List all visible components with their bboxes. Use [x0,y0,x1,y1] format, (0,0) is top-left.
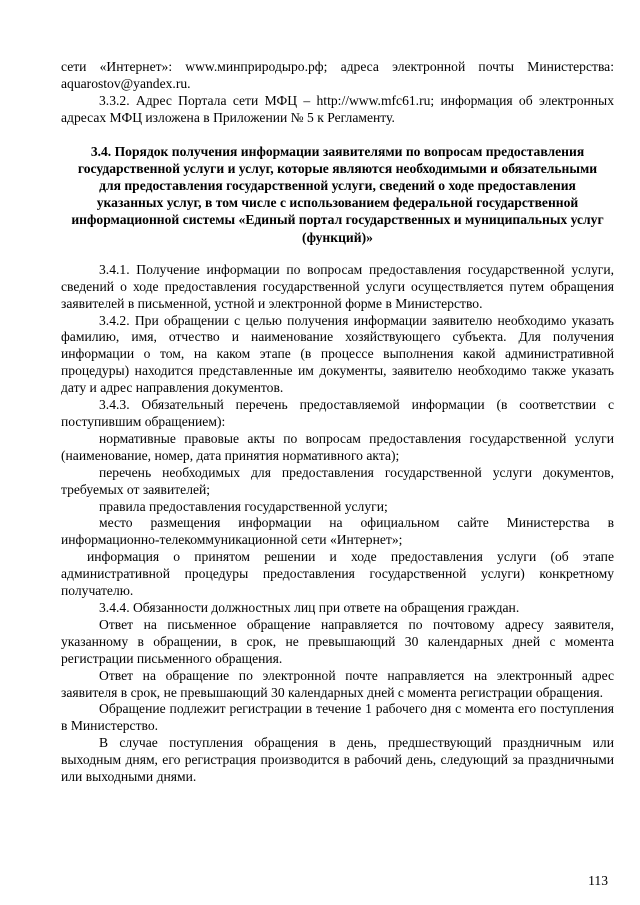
page-number: 113 [588,873,608,888]
list-item: информация о принятом решении и ходе предоставления услуги (об этапе административной процедуры предоставления государственной услуги) конкретному получателю. [61,549,614,599]
paragraph: Ответ на письменное обращение направляется по почтовому адресу заявителя, указанному в обращении, в срок, не превышающий 30 календарных дней с момента регистрации письменного обращения. [61,616,614,666]
list-item: перечень необходимых для предоставления государственной услуги документов, требуемых от заявителей; [61,464,614,497]
paragraph: 3.4.4. Обязанности должностных лиц при ответе на обращения граждан. [99,599,520,615]
paragraph: Ответ на обращение по электронной почте направляется на электронный адрес заявителя в срок, не превышающий 30 календарных дней с момента регистрации обращения. [61,667,614,700]
spacer [61,246,614,262]
paragraph: 3.4.2. При обращении с целью получения информации заявителю необходимо указать фамилию, имя, отчество и наименование хозяйствующего субъекта. Для получения информации о том, на каком этапе (в процессе выполнения какой административной процедуры) находится представленные им документы, заявителю необходимо также указать дату и адрес направления документов. [61,312,614,396]
list-item: место размещения информации на официальном сайте Министерства в информационно-телекоммуникационной сети «Интернет»; [61,515,614,548]
paragraph-top-1: сети «Интернет»: www.минприродыро.рф; адреса электронной почты Министерства: aquarostov@yandex.ru. [61,59,614,91]
paragraph: В случае поступления обращения в день, предшествующий праздничным или выходным дням, его регистрация производится в рабочий день, следующий за праздничными или выходными днями. [61,735,614,785]
section-heading: 3.4. Порядок получения информации заявителями по вопросам предоставления государственной услуги и услуг, которые являются необходимыми и обязательными для предоставления государственной услуги, сведений о ходе предоставления указанных услуг, в том числе с использованием федеральной государственной информационной системы «Единый портал государственных и муниципальных услуг (функций)» [71,143,604,245]
paragraph: Обращение подлежит регистрации в течение 1 рабочего дня с момента его поступления в Министерство. [61,701,614,734]
spacer [61,127,614,143]
paragraph-top-2: 3.3.2. Адрес Портала сети МФЦ – http://www.mfc61.ru; информация об электронных адресах МФЦ изложена в Приложении № 5 к Регламенту. [61,92,614,125]
list-item: нормативные правовые акты по вопросам предоставления государственной услуги (наименование, номер, дата принятия нормативного акта); [61,430,614,463]
paragraph: 3.4.1. Получение информации по вопросам предоставления государственной услуги, сведений о ходе предоставления государственной услуги осуществляется путем обращения заявителей в письменной, устной и электронной форме в Министерство. [61,261,614,311]
paragraph: 3.4.3. Обязательный перечень предоставляемой информации (в соответствии с поступившим обращением): [61,397,614,429]
list-item: правила предоставления государственной услуги; [99,498,388,514]
